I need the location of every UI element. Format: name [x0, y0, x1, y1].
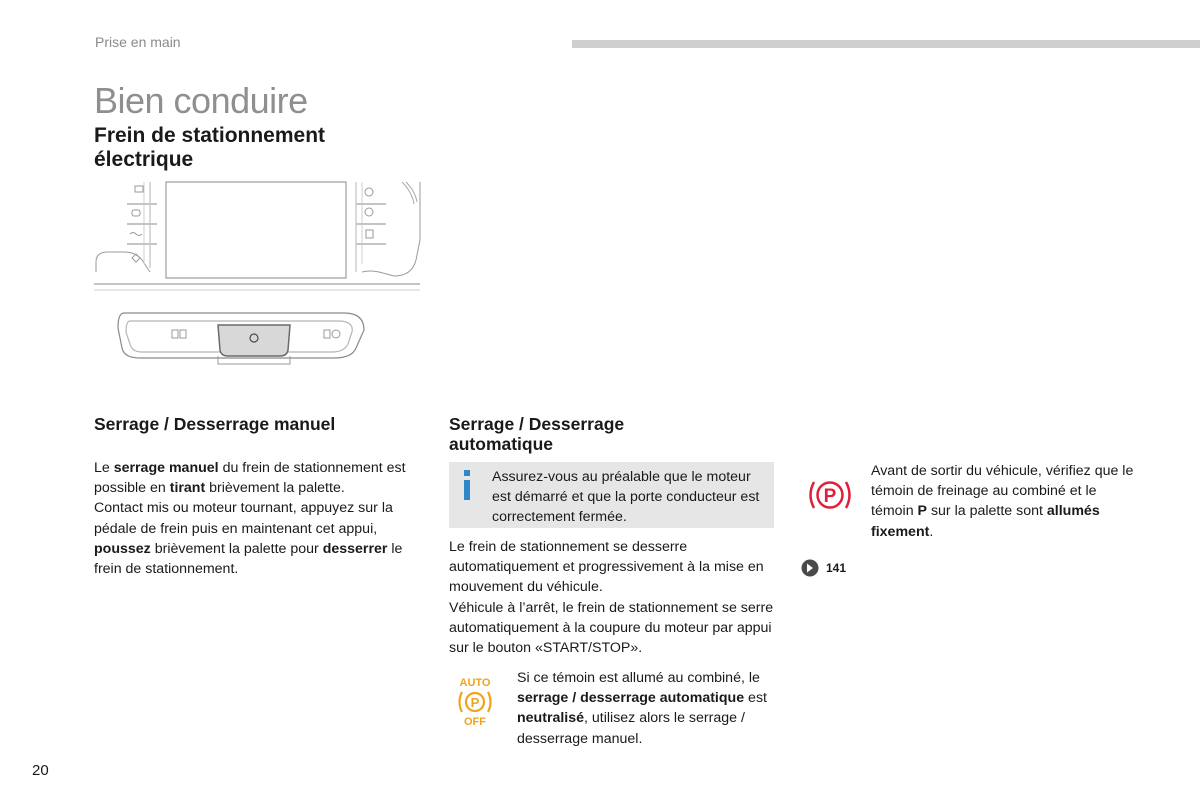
automatic-heading [449, 414, 624, 454]
console-illustration [94, 180, 424, 370]
page-reference[interactable] [801, 559, 846, 577]
automatic-text [449, 537, 779, 658]
automatic-heading-line-1: Serrage / Desserrage [449, 414, 625, 434]
automatic-paragraph-2: Véhicule à l’arrêt, le frein de stationnement se serre automatiquement à la coupure du moteur par appui sur le bouton «START/STOP». [449, 599, 774, 657]
chevron-right-icon [801, 559, 823, 577]
brake-lamp-letter: P [823, 486, 837, 507]
auto-off-warning-text: Si ce témoin est allumé au combiné, le serrage / desserrage automatique est neutralisé, utilisez alors le serrage / desserrage manuel. [517, 670, 767, 747]
automatic-paragraph-1: Le frein de stationnement se desserre automatiquement et progressivement à la mise en mouvement du véhicule. [449, 539, 764, 596]
auto-off-warning-icon [452, 676, 498, 728]
section-label: Prise en main [95, 34, 181, 50]
subtitle-line-2: électrique [94, 148, 194, 171]
automatic-heading-line-2: automatique [449, 434, 554, 454]
page-reference-number: 141 [826, 561, 847, 575]
page-number: 20 [32, 762, 49, 779]
auto-off-icon-letter: P [470, 695, 480, 710]
info-icon [461, 470, 473, 500]
page-subtitle [94, 124, 414, 172]
subtitle-line-1: Frein de stationnement [94, 124, 326, 147]
brake-warning-text: Avant de sortir du véhicule, vérifiez que le témoin de freinage au combiné et le témoin P sur la palette sont allumés fixement. [871, 463, 1134, 540]
info-text: Assurez-vous au préalable que le moteur est démarré et que la porte conducteur est correctement fermée. [492, 469, 760, 526]
chapter-title: Bien conduire [94, 80, 308, 121]
brake-warning-lamp-icon [805, 474, 855, 516]
header-rule [572, 40, 1200, 48]
info-box [449, 462, 774, 528]
auto-off-icon-top: AUTO [459, 677, 491, 689]
auto-off-icon-bottom: OFF [464, 716, 486, 728]
manual-text: Le serrage manuel du frein de stationnement est possible en tirant brièvement la palette. Contact mis ou moteur tournant, appuyez sur la pédale de frein puis en maintenant cet appui, poussez brièvement la palette pour desserrer le frein de stationnement. [94, 460, 406, 578]
manual-heading: Serrage / Desserrage manuel [94, 414, 336, 434]
